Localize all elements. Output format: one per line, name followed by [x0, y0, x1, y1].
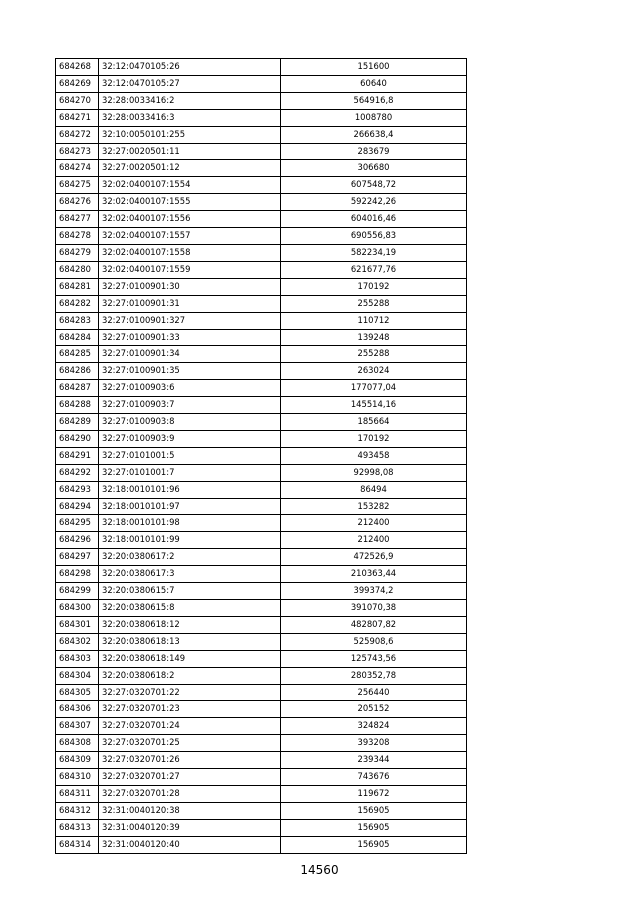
- value-cell: 151600: [281, 59, 467, 76]
- row-number-cell: 684300: [56, 600, 99, 617]
- value-cell: 177077,04: [281, 380, 467, 397]
- value-cell: 210363,44: [281, 566, 467, 583]
- row-number-cell: 684278: [56, 228, 99, 245]
- cadastral-number-cell: 32:20:0380615:8: [99, 600, 281, 617]
- row-number-cell: 684277: [56, 211, 99, 228]
- row-number-cell: 684284: [56, 329, 99, 346]
- table-row: [56, 211, 467, 228]
- table-row: [56, 583, 467, 600]
- table-row: [56, 549, 467, 566]
- value-cell: 399374,2: [281, 583, 467, 600]
- row-number-cell: 684298: [56, 566, 99, 583]
- table-row: [56, 329, 467, 346]
- table-row: [56, 228, 467, 245]
- row-number-cell: 684308: [56, 735, 99, 752]
- value-cell: 125743,56: [281, 650, 467, 667]
- table-row: [56, 363, 467, 380]
- page-number: 14560: [300, 863, 339, 877]
- value-cell: 185664: [281, 414, 467, 431]
- row-number-cell: 684295: [56, 515, 99, 532]
- row-number-cell: 684269: [56, 75, 99, 92]
- cadastral-number-cell: 32:27:0020501:12: [99, 160, 281, 177]
- value-cell: 170192: [281, 278, 467, 295]
- table-row: [56, 346, 467, 363]
- table-row: [56, 718, 467, 735]
- value-cell: 212400: [281, 532, 467, 549]
- value-cell: 391070,38: [281, 600, 467, 617]
- value-cell: 621677,76: [281, 261, 467, 278]
- table-row: [56, 785, 467, 802]
- table-row: [56, 126, 467, 143]
- cadastral-number-cell: 32:27:0100903:8: [99, 414, 281, 431]
- cadastral-number-cell: 32:31:0040120:40: [99, 836, 281, 853]
- cadastral-number-cell: 32:27:0320701:25: [99, 735, 281, 752]
- cadastral-number-cell: 32:20:0380618:12: [99, 616, 281, 633]
- row-number-cell: 684304: [56, 667, 99, 684]
- value-cell: 145514,16: [281, 397, 467, 414]
- value-cell: 564916,8: [281, 92, 467, 109]
- row-number-cell: 684305: [56, 684, 99, 701]
- cadastral-number-cell: 32:20:0380618:2: [99, 667, 281, 684]
- value-cell: 607548,72: [281, 177, 467, 194]
- table-row: [56, 532, 467, 549]
- cadastral-number-cell: 32:20:0380617:3: [99, 566, 281, 583]
- table-row: [56, 616, 467, 633]
- cadastral-number-cell: 32:27:0101001:7: [99, 464, 281, 481]
- table-row: [56, 177, 467, 194]
- value-cell: 212400: [281, 515, 467, 532]
- value-cell: 263024: [281, 363, 467, 380]
- row-number-cell: 684285: [56, 346, 99, 363]
- value-cell: 1008780: [281, 109, 467, 126]
- value-cell: 255288: [281, 346, 467, 363]
- cadastral-number-cell: 32:27:0020501:11: [99, 143, 281, 160]
- row-number-cell: 684289: [56, 414, 99, 431]
- cadastral-number-cell: 32:20:0380617:2: [99, 549, 281, 566]
- value-cell: 604016,46: [281, 211, 467, 228]
- value-cell: 119672: [281, 785, 467, 802]
- cadastral-number-cell: 32:02:0400107:1554: [99, 177, 281, 194]
- value-cell: 239344: [281, 752, 467, 769]
- table-row: [56, 278, 467, 295]
- value-cell: 60640: [281, 75, 467, 92]
- table-row: [56, 447, 467, 464]
- value-cell: 266638,4: [281, 126, 467, 143]
- cadastral-number-cell: 32:18:0010101:99: [99, 532, 281, 549]
- row-number-cell: 684302: [56, 633, 99, 650]
- row-number-cell: 684282: [56, 295, 99, 312]
- cadastral-value-table: [55, 58, 467, 854]
- table-row: [56, 414, 467, 431]
- table-row: [56, 836, 467, 853]
- cadastral-number-cell: 32:12:0470105:27: [99, 75, 281, 92]
- table-row: [56, 397, 467, 414]
- cadastral-number-cell: 32:02:0400107:1557: [99, 228, 281, 245]
- value-cell: 156905: [281, 802, 467, 819]
- value-cell: 690556,83: [281, 228, 467, 245]
- row-number-cell: 684303: [56, 650, 99, 667]
- cadastral-number-cell: 32:27:0320701:24: [99, 718, 281, 735]
- cadastral-number-cell: 32:31:0040120:38: [99, 802, 281, 819]
- table-row: [56, 498, 467, 515]
- row-number-cell: 684274: [56, 160, 99, 177]
- table-row: [56, 515, 467, 532]
- table-row: [56, 684, 467, 701]
- value-cell: 255288: [281, 295, 467, 312]
- value-cell: 306680: [281, 160, 467, 177]
- cadastral-number-cell: 32:27:0100901:34: [99, 346, 281, 363]
- row-number-cell: 684297: [56, 549, 99, 566]
- row-number-cell: 684311: [56, 785, 99, 802]
- row-number-cell: 684292: [56, 464, 99, 481]
- row-number-cell: 684310: [56, 769, 99, 786]
- table-row: [56, 261, 467, 278]
- cadastral-number-cell: 32:02:0400107:1559: [99, 261, 281, 278]
- value-cell: 92998,08: [281, 464, 467, 481]
- value-cell: 156905: [281, 819, 467, 836]
- row-number-cell: 684287: [56, 380, 99, 397]
- cadastral-number-cell: 32:27:0100903:7: [99, 397, 281, 414]
- table-row: [56, 633, 467, 650]
- cadastral-number-cell: 32:02:0400107:1556: [99, 211, 281, 228]
- cadastral-number-cell: 32:27:0320701:22: [99, 684, 281, 701]
- cadastral-number-cell: 32:27:0100901:33: [99, 329, 281, 346]
- cadastral-number-cell: 32:27:0320701:26: [99, 752, 281, 769]
- table-row: [56, 92, 467, 109]
- cadastral-number-cell: 32:28:0033416:3: [99, 109, 281, 126]
- value-cell: 592242,26: [281, 194, 467, 211]
- value-cell: 156905: [281, 836, 467, 853]
- value-cell: 153282: [281, 498, 467, 515]
- table-row: [56, 143, 467, 160]
- row-number-cell: 684301: [56, 616, 99, 633]
- value-cell: 472526,9: [281, 549, 467, 566]
- table-row: [56, 430, 467, 447]
- table-row: [56, 650, 467, 667]
- table-row: [56, 701, 467, 718]
- row-number-cell: 684307: [56, 718, 99, 735]
- cadastral-number-cell: 32:12:0470105:26: [99, 59, 281, 76]
- value-cell: 743676: [281, 769, 467, 786]
- value-cell: 493458: [281, 447, 467, 464]
- table-row: [56, 312, 467, 329]
- table-row: [56, 109, 467, 126]
- row-number-cell: 684312: [56, 802, 99, 819]
- row-number-cell: 684288: [56, 397, 99, 414]
- row-number-cell: 684296: [56, 532, 99, 549]
- cadastral-number-cell: 32:27:0100901:30: [99, 278, 281, 295]
- row-number-cell: 684279: [56, 244, 99, 261]
- cadastral-number-cell: 32:02:0400107:1558: [99, 244, 281, 261]
- row-number-cell: 684286: [56, 363, 99, 380]
- cadastral-number-cell: 32:18:0010101:98: [99, 515, 281, 532]
- table-row: [56, 380, 467, 397]
- table-row: [56, 295, 467, 312]
- cadastral-number-cell: 32:20:0380615:7: [99, 583, 281, 600]
- table-row: [56, 194, 467, 211]
- row-number-cell: 684299: [56, 583, 99, 600]
- cadastral-number-cell: 32:27:0320701:28: [99, 785, 281, 802]
- row-number-cell: 684291: [56, 447, 99, 464]
- row-number-cell: 684273: [56, 143, 99, 160]
- table-row: [56, 160, 467, 177]
- row-number-cell: 684290: [56, 430, 99, 447]
- row-number-cell: 684306: [56, 701, 99, 718]
- table-body: [56, 59, 467, 854]
- table-row: [56, 752, 467, 769]
- cadastral-number-cell: 32:02:0400107:1555: [99, 194, 281, 211]
- cadastral-number-cell: 32:20:0380618:149: [99, 650, 281, 667]
- table-row: [56, 75, 467, 92]
- cadastral-number-cell: 32:18:0010101:97: [99, 498, 281, 515]
- cadastral-number-cell: 32:27:0100901:31: [99, 295, 281, 312]
- row-number-cell: 684276: [56, 194, 99, 211]
- table-row: [56, 566, 467, 583]
- row-number-cell: 684314: [56, 836, 99, 853]
- row-number-cell: 684275: [56, 177, 99, 194]
- row-number-cell: 684313: [56, 819, 99, 836]
- row-number-cell: 684270: [56, 92, 99, 109]
- row-number-cell: 684294: [56, 498, 99, 515]
- cadastral-number-cell: 32:31:0040120:39: [99, 819, 281, 836]
- value-cell: 139248: [281, 329, 467, 346]
- value-cell: 280352,78: [281, 667, 467, 684]
- value-cell: 110712: [281, 312, 467, 329]
- value-cell: 525908,6: [281, 633, 467, 650]
- cadastral-number-cell: 32:27:0100903:6: [99, 380, 281, 397]
- value-cell: 283679: [281, 143, 467, 160]
- cadastral-number-cell: 32:27:0100901:35: [99, 363, 281, 380]
- value-cell: 324824: [281, 718, 467, 735]
- table-row: [56, 667, 467, 684]
- row-number-cell: 684280: [56, 261, 99, 278]
- cadastral-number-cell: 32:27:0100903:9: [99, 430, 281, 447]
- table-row: [56, 481, 467, 498]
- row-number-cell: 684272: [56, 126, 99, 143]
- row-number-cell: 684309: [56, 752, 99, 769]
- value-cell: 256440: [281, 684, 467, 701]
- value-cell: 170192: [281, 430, 467, 447]
- cadastral-number-cell: 32:27:0320701:23: [99, 701, 281, 718]
- cadastral-number-cell: 32:18:0010101:96: [99, 481, 281, 498]
- value-cell: 205152: [281, 701, 467, 718]
- value-cell: 393208: [281, 735, 467, 752]
- table-row: [56, 735, 467, 752]
- cadastral-number-cell: 32:27:0101001:5: [99, 447, 281, 464]
- table-row: [56, 464, 467, 481]
- cadastral-number-cell: 32:27:0320701:27: [99, 769, 281, 786]
- cadastral-number-cell: 32:28:0033416:2: [99, 92, 281, 109]
- row-number-cell: 684271: [56, 109, 99, 126]
- row-number-cell: 684283: [56, 312, 99, 329]
- row-number-cell: 684268: [56, 59, 99, 76]
- value-cell: 482807,82: [281, 616, 467, 633]
- row-number-cell: 684293: [56, 481, 99, 498]
- value-cell: 86494: [281, 481, 467, 498]
- table-row: [56, 244, 467, 261]
- table-row: [56, 819, 467, 836]
- value-cell: 582234,19: [281, 244, 467, 261]
- cadastral-number-cell: 32:10:0050101:255: [99, 126, 281, 143]
- table-row: [56, 802, 467, 819]
- table-row: [56, 769, 467, 786]
- row-number-cell: 684281: [56, 278, 99, 295]
- cadastral-number-cell: 32:20:0380618:13: [99, 633, 281, 650]
- cadastral-number-cell: 32:27:0100901:327: [99, 312, 281, 329]
- table-row: [56, 600, 467, 617]
- table-row: [56, 59, 467, 76]
